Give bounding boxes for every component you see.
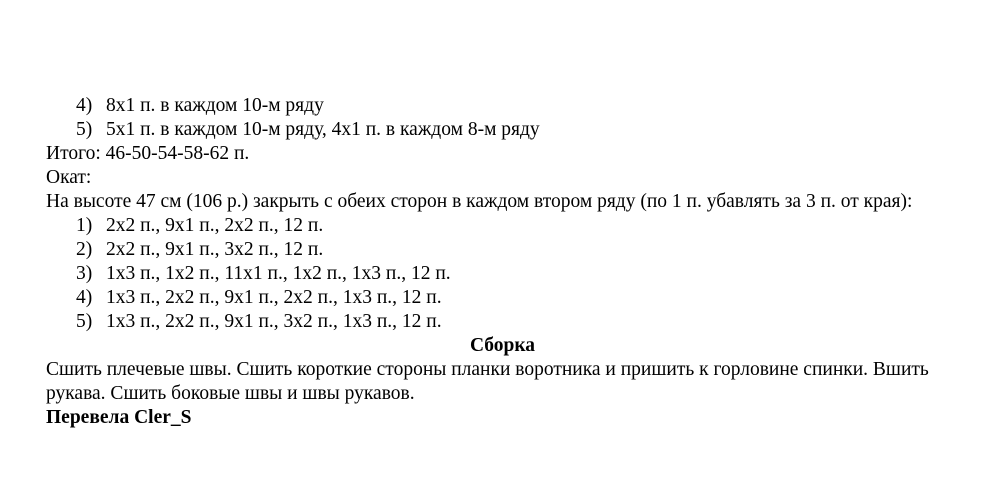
assembly-text-line: рукава. Сшить боковые швы и швы рукавов. [46,383,415,404]
translator-credit: Перевела Cler_S [46,407,192,428]
list-item-text: 1x3 п., 1x2 п., 11x1 п., 1x2 п., 1x3 п., 12 п. [106,263,451,284]
total-line: Итого: 46-50-54-58-62 п. [46,143,250,164]
list-item-number: 5) [76,311,93,332]
list-item-text: 8x1 п. в каждом 10-м ряду [106,95,324,116]
list-item [76,214,323,238]
list-item [76,286,442,310]
list-item [76,94,324,118]
cap-heading: Окат: [46,167,92,188]
list-item-text: 5x1 п. в каждом 10-м ряду, 4x1 п. в каждом 8-м ряду [106,119,540,140]
list-item-text: 1x3 п., 2x2 п., 9x1 п., 2x2 п., 1x3 п., 12 п. [106,287,442,308]
list-item-text: 1x3 п., 2x2 п., 9x1 п., 3x2 п., 1x3 п., 12 п. [106,311,442,332]
cap-instruction: На высоте 47 см (106 р.) закрыть с обеих сторон в каждом втором ряду (по 1 п. убавлять за 3 п. от края): [46,191,913,212]
list-item-text: 2x2 п., 9x1 п., 2x2 п., 12 п. [106,215,324,236]
assembly-text-line: Сшить плечевые швы. Сшить короткие стороны планки воротника и пришить к горловине спинки. Вшить [46,359,929,380]
list-item-number: 3) [76,263,93,284]
list-item [76,262,451,286]
assembly-title: Сборка [469,335,536,356]
list-item-number: 1) [76,215,93,236]
list-item-number: 4) [76,287,93,308]
list-item-number: 4) [76,95,93,116]
list-item-number: 2) [76,239,93,260]
list-item [76,310,442,334]
list-item-number: 5) [76,119,93,140]
list-item [76,118,540,142]
list-item-text: 2x2 п., 9x1 п., 3x2 п., 12 п. [106,239,324,260]
list-item [76,238,323,262]
